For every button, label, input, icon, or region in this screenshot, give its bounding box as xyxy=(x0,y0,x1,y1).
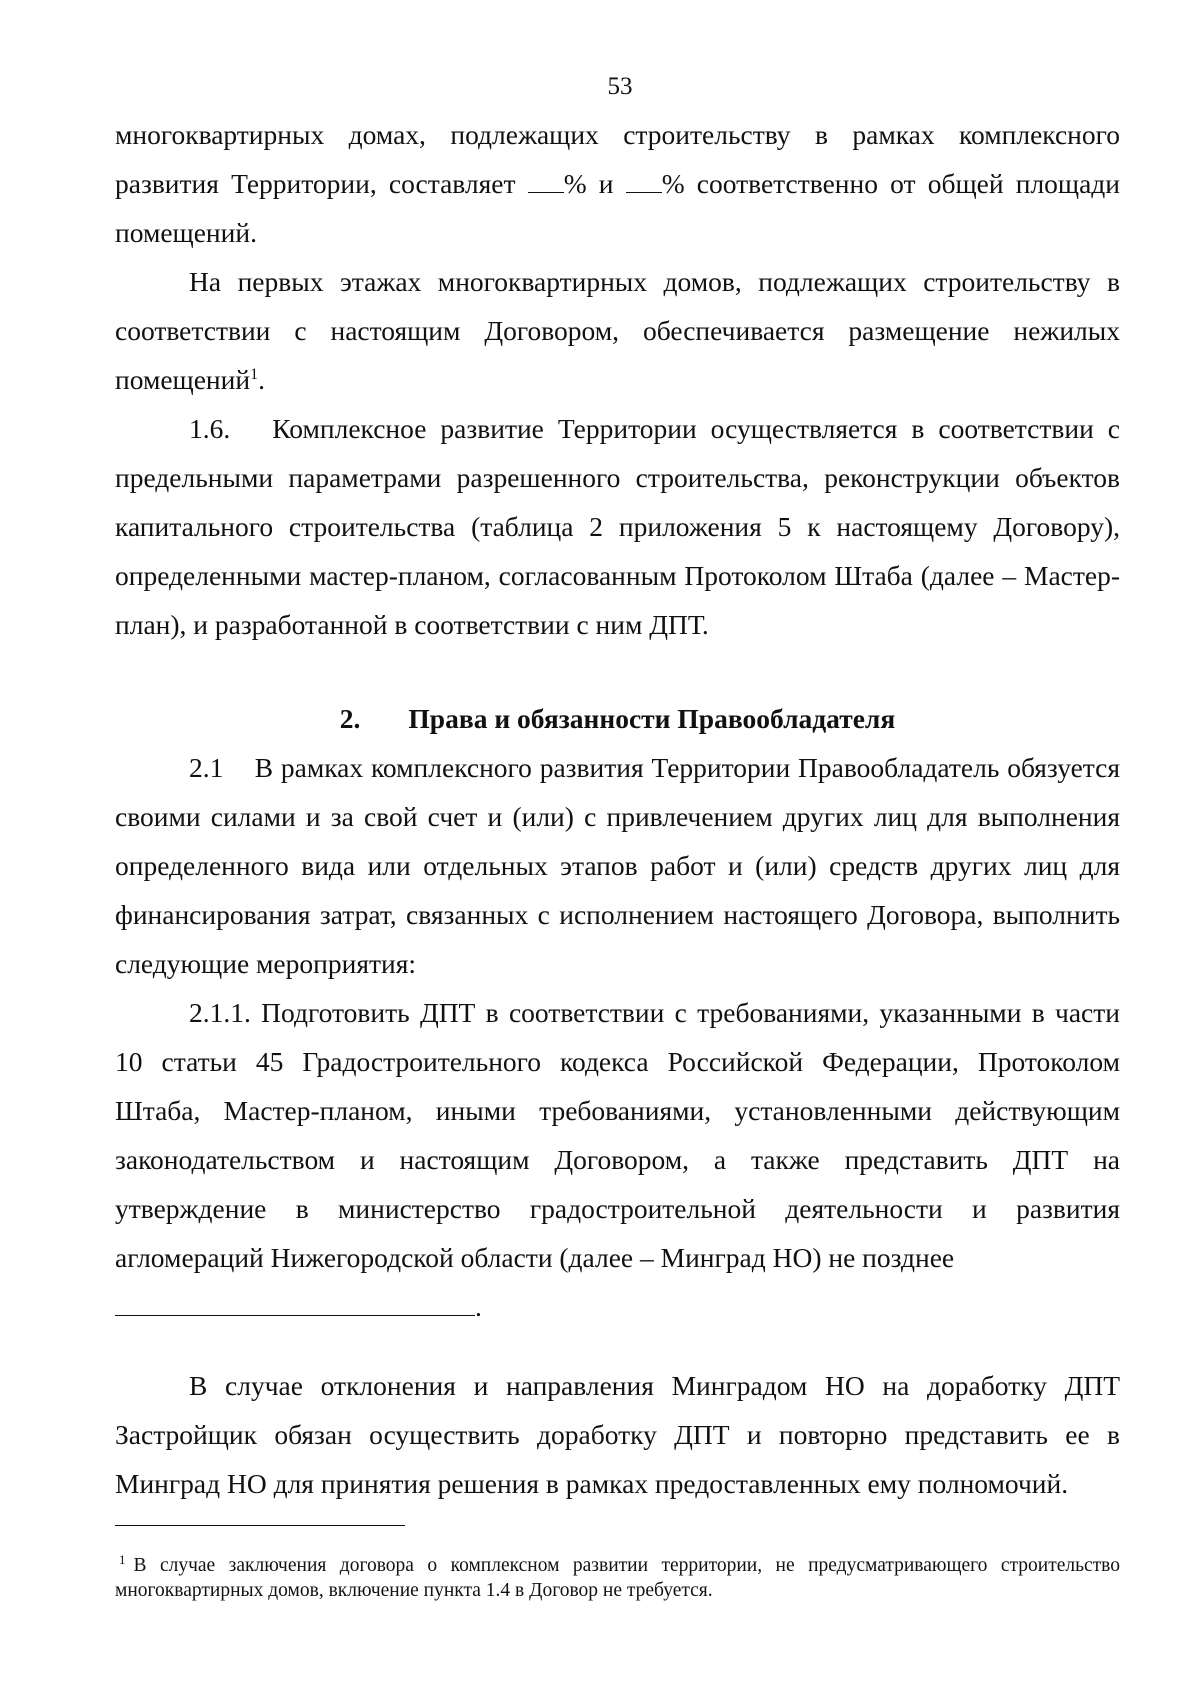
paragraph-2-1-1 xyxy=(115,988,1120,1282)
paragraph-text: На первых этажах многоквартирных домов, подлежащих строительству в соответствии с настоящим Договором, обеспечивается размещение нежилых помещений xyxy=(115,266,1120,395)
clause-number: 1.6. xyxy=(189,413,231,444)
paragraph-floor-area xyxy=(115,110,1120,257)
paragraph-text: % и xyxy=(563,168,614,199)
paragraph-1-6 xyxy=(115,404,1120,649)
footnote xyxy=(115,1553,1120,1603)
paragraph-text: % соответственно от общей площади помещений. xyxy=(115,168,1121,248)
paragraph-text: многоквартирных домах, подлежащих строительству в рамках комплексного развития Территории, составляет xyxy=(115,119,1120,199)
paragraph-ground-floors xyxy=(115,257,1120,404)
paragraph-text: В случае отклонения и направления Минградом НО на доработку ДПТ Застройщик обязан осуществить доработку ДПТ и повторно представить ее в Минград НО для принятия решения в рамках предоставленных ему полномочий. xyxy=(115,1370,1120,1499)
deadline-blank-field xyxy=(115,1285,475,1316)
footnote-separator xyxy=(115,1525,405,1526)
paragraph-text: . xyxy=(475,1291,482,1322)
paragraph-deadline-line xyxy=(115,1282,1120,1331)
paragraph-text: . xyxy=(258,364,265,395)
page-number: 53 xyxy=(607,73,633,100)
section-title: Права и обязанности Правообладателя xyxy=(408,703,896,734)
document-body xyxy=(115,110,1120,1508)
paragraph-text: В рамках комплексного развития Территории Правообладатель обязуется своими силами и за свой счет и (или) с привлечением других лиц для выполнения определенного вида или отдельных этапов работ и (или) средств других лиц для финансирования затрат, связанных с исполнением настоящего Договора, выполнить следующие мероприятия: xyxy=(115,752,1120,979)
footnote-text xyxy=(115,1553,1120,1603)
clause-number: 2.1 xyxy=(189,752,224,783)
footnote-reference: 1 xyxy=(250,365,259,383)
blank-field xyxy=(626,166,662,193)
section-heading xyxy=(115,694,1120,743)
paragraph-rework xyxy=(115,1361,1120,1508)
paragraph-text: Комплексное развитие Территории осуществляется в соответствии с предельными параметрами разрешенного строительства, реконструкции объектов капитального строительства (таблица 2 приложения 5 к настоящему Договору), определенными мастер-планом, согласованным Протоколом Штаба xyxy=(115,413,1120,591)
paragraph-2-1 xyxy=(115,743,1120,988)
footnote-body: В случае заключения договора о комплексном развитии территории, не предусматривающего строительство многоквартирных домов, включение пункта 1.4 в Договор не требуется. xyxy=(115,1555,1120,1601)
footnote-mark: 1 xyxy=(119,1551,126,1567)
paragraph-text: (далее – Мастер-план), и разработанной в соответствии с ним ДПТ. xyxy=(115,560,1120,640)
paragraph-text: 2.1.1. Подготовить ДПТ в соответствии с требованиями, указанными в части 10 статьи 45 Градостроительного кодекса Российской Федерации, Протоколом Штаба, Мастер-планом, иными требованиями, установленными действующим законодательством и настоящим Договором, а также представить ДПТ на утверждение в министерство градостроительной деятельности и развития агломераций Нижегородской области (далее – Минград НО) не позднее xyxy=(115,997,1120,1273)
section-number: 2. xyxy=(339,703,361,734)
blank-field xyxy=(528,166,564,193)
spacer xyxy=(115,1331,1120,1361)
